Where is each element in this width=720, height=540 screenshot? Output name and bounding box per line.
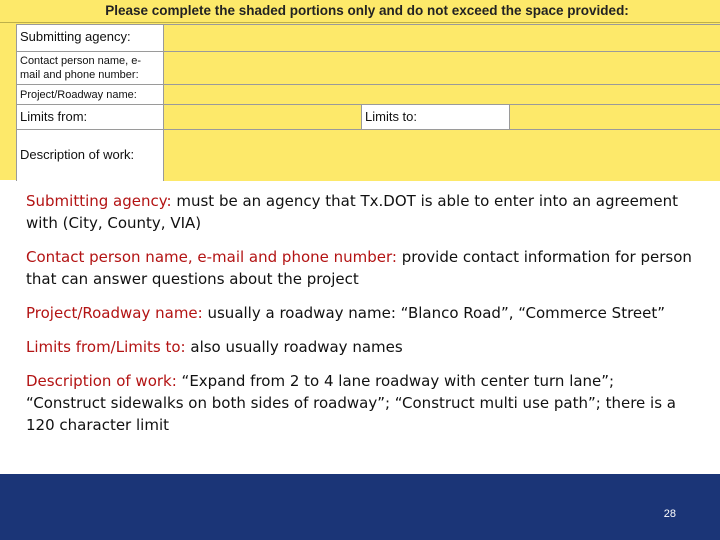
form-grid (16, 24, 720, 180)
note-term: Project/Roadway name: (26, 304, 203, 322)
field-description[interactable] (164, 130, 720, 181)
note-submitting-agency (26, 190, 696, 234)
page-number: 28 (663, 508, 676, 520)
label-contact: Contact person name, e-mail and phone number: (16, 52, 164, 85)
row-limits (16, 104, 720, 130)
footer-bar (0, 474, 720, 540)
note-text: provide contact information for person that can answer questions about the project (26, 248, 692, 288)
notes (26, 190, 696, 448)
form-header (0, 0, 720, 23)
note-text: must be an agency that Tx.DOT is able to enter into an agreement with (City, County, VIA) (26, 192, 679, 232)
note-term: Contact person name, e-mail and phone number: (26, 248, 397, 266)
row-project (16, 84, 720, 105)
row-submitting-agency (16, 24, 720, 52)
label-description: Description of work: (16, 130, 164, 181)
note-text: usually a roadway name: “Blanco Road”, “Commerce Street” (202, 304, 666, 322)
label-submitting-agency: Submitting agency: (16, 25, 164, 52)
form-image (0, 0, 720, 180)
form-header-text: Please complete the shaded portions only and do not exceed the space provided: (105, 3, 629, 18)
field-limits-to[interactable] (510, 105, 720, 130)
label-limits-to: Limits to: (361, 105, 510, 130)
label-project: Project/Roadway name: (16, 85, 164, 105)
field-project[interactable] (164, 85, 720, 105)
note-term: Limits from/Limits to: (26, 338, 186, 356)
note-text: “Expand from 2 to 4 lane roadway with center turn lane”; “Construct sidewalks on both sides of roadway”; “Construct multi use path”; there is a 120 character limit (26, 372, 676, 434)
label-limits-from: Limits from: (16, 105, 164, 130)
note-term: Description of work: (26, 372, 177, 390)
field-submitting-agency[interactable] (164, 25, 720, 52)
field-contact[interactable] (164, 52, 720, 85)
row-description (16, 129, 720, 181)
note-contact (26, 246, 696, 290)
note-project (26, 302, 696, 324)
field-limits-from[interactable] (164, 105, 361, 130)
note-description (26, 370, 696, 436)
note-term: Submitting agency: (26, 192, 172, 210)
note-limits (26, 336, 696, 358)
note-text: also usually roadway names (185, 338, 403, 356)
row-contact (16, 51, 720, 85)
